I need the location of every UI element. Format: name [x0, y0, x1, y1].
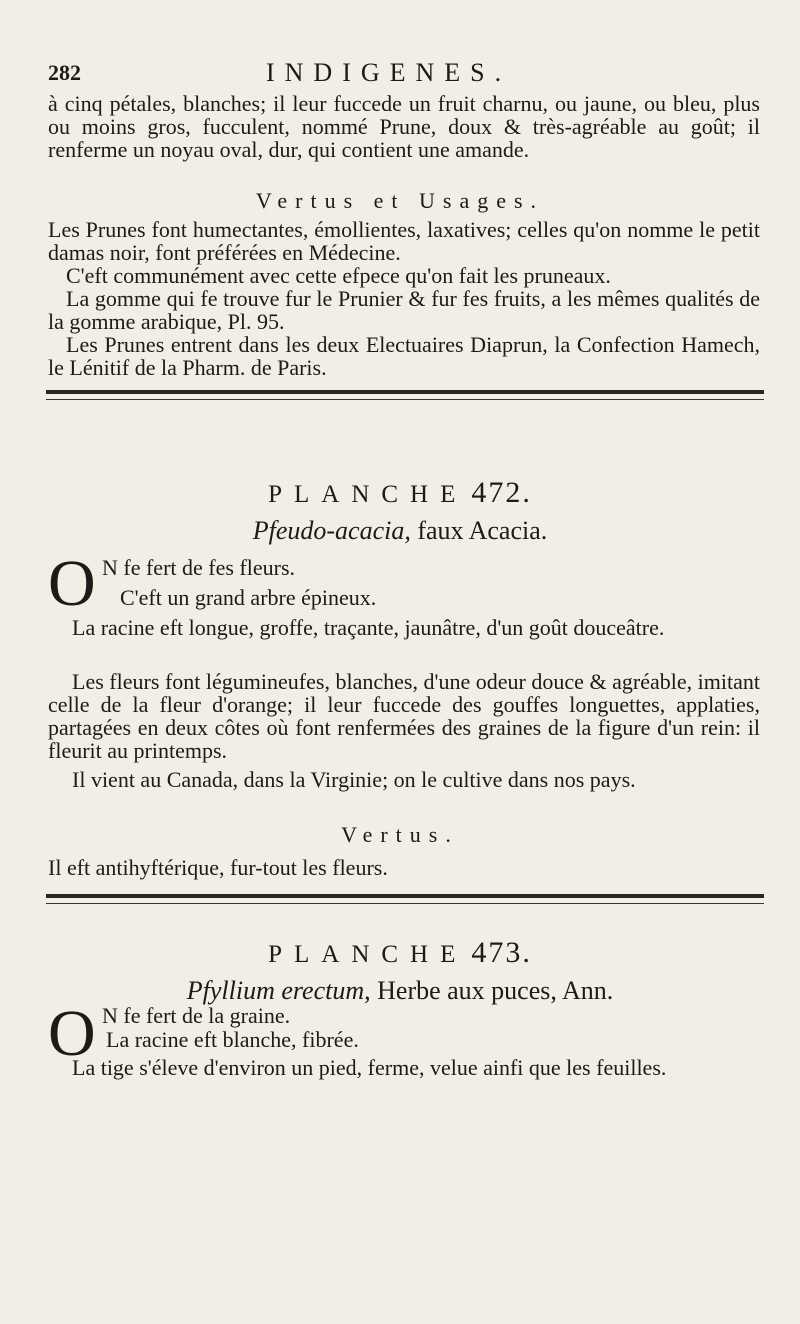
vertus-usages-paragraph: Les Prunes entrent dans les deux Electuaires Diaprun, la Confection Hamech, le Lénitif de la Pharm. de Paris. [48, 332, 760, 380]
plate-472-paragraph: La racine eft longue, groffe, traçante, jaunâtre, d'un goût douceâtre. [72, 615, 665, 640]
drop-cap: O [48, 997, 96, 1070]
plate-473-paragraph: La racine eft blanche, fibrée. [106, 1027, 359, 1052]
drop-cap: O [48, 547, 96, 620]
plate-number: 472. [471, 476, 532, 509]
common-name: faux Acacia. [417, 516, 548, 545]
plate-472-paragraph: Les fleurs font légumineufes, blanches, d'une odeur douce & agréable, imitant celle de la fleur d'orange; il leur fuccede des gouffes longuettes, applaties, partagées en deux côtes où font renfermées des graines de la figure d'un rein: il fleurit au printemps. [48, 669, 760, 763]
page-number: 282 [48, 60, 81, 85]
plate-label: PLANCHE [268, 941, 468, 968]
latin-name: Pfyllium erectum, [186, 976, 371, 1005]
running-title: INDIGENES. [266, 58, 512, 87]
plate-472-vertus-heading: Vertus. [341, 822, 459, 847]
plate-472-paragraph: Il vient au Canada, dans la Virginie; on le cultive dans nos pays. [72, 767, 636, 792]
plate-472-vertus-text: Il eft antihyftérique, fur-tout les fleurs. [48, 855, 388, 880]
vertus-usages-heading: Vertus et Usages. [255, 188, 545, 213]
entry-continuation: à cinq pétales, blanches; il leur fuccede un fruit charnu, ou jaune, ou bleu, plus ou moins gros, fucculent, nommé Prune, doux & très-agréable au goût; il renferme un noyau oval, dur, qui contient une amande. [48, 91, 760, 162]
plate-473-first-line: N fe fert de la graine. [102, 1003, 291, 1028]
latin-name: Pfeudo-acacia, [252, 516, 411, 545]
plate-473-heading [0, 936, 800, 970]
vertus-usages-paragraph: C'eft communément avec cette efpece qu'on fait les pruneaux. [66, 263, 611, 288]
plate-472-paragraph: C'eft un grand arbre épineux. [120, 585, 377, 610]
common-name: Herbe aux puces, Ann. [377, 976, 614, 1005]
page-header [48, 60, 760, 88]
plate-number: 473. [471, 936, 532, 969]
plate-472-title [0, 516, 800, 546]
plate-label: PLANCHE [268, 481, 468, 508]
vertus-usages-paragraph: La gomme qui fe trouve fur le Prunier & fur fes fruits, a les mêmes qualités de la gomme arabique, Pl. 95. [48, 286, 760, 334]
plate-473-title [0, 976, 800, 1006]
plate-472-first-line: N fe fert de fes fleurs. [102, 555, 296, 580]
vertus-usages-paragraph: Les Prunes font humectantes, émollientes, laxatives; celles qu'on nomme le petit damas noir, font préférées en Médecine. [48, 217, 760, 265]
section-divider [46, 390, 764, 400]
plate-472-heading [0, 476, 800, 510]
section-divider [46, 894, 764, 904]
plate-473-paragraph: La tige s'éleve d'environ un pied, ferme, velue ainfi que les feuilles. [72, 1055, 667, 1080]
